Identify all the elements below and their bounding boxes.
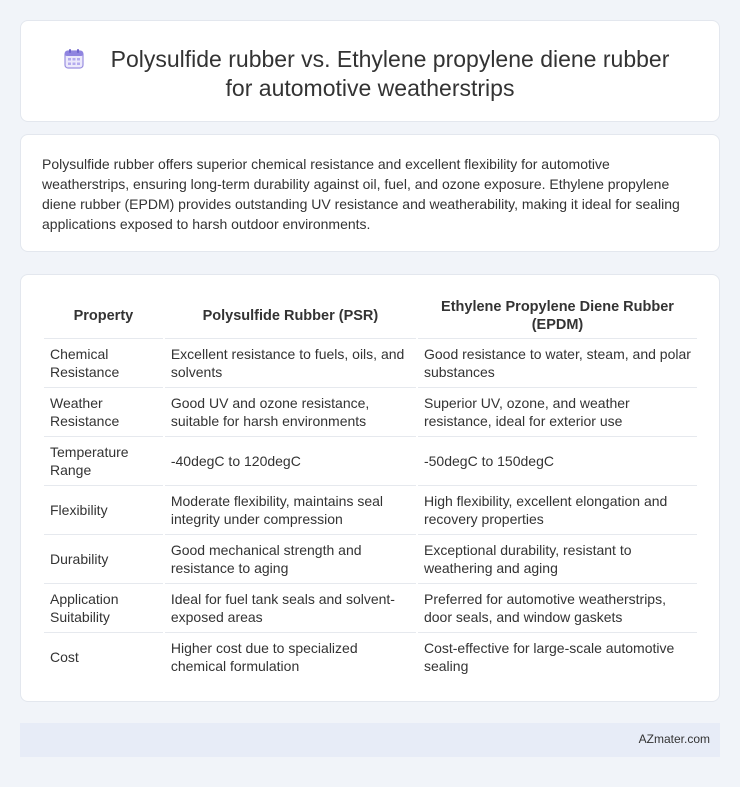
- row-epdm: Superior UV, ozone, and weather resistance, ideal for exterior use: [418, 387, 697, 436]
- header-property: Property: [73, 308, 134, 324]
- header-psr: Polysulfide Rubber (PSR): [202, 308, 379, 324]
- row-psr: -40degC to 120degC: [165, 436, 416, 485]
- title-card: [20, 20, 720, 122]
- row-psr: Good mechanical strength and resistance to aging: [165, 534, 416, 583]
- row-property: Temperature Range: [44, 436, 163, 485]
- row-epdm: -50degC to 150degC: [418, 436, 697, 485]
- table-row: [44, 485, 697, 534]
- title-line-1: Polysulfide rubber vs. Ethylene propylene diene rubber: [110, 46, 670, 72]
- row-psr: Higher cost due to specialized chemical formulation: [165, 632, 416, 681]
- row-epdm: Preferred for automotive weatherstrips, door seals, and window gaskets: [418, 583, 697, 632]
- row-psr: Ideal for fuel tank seals and solvent-exposed areas: [165, 583, 416, 632]
- row-epdm: High flexibility, excellent elongation and recovery properties: [418, 485, 697, 534]
- row-property: Durability: [44, 534, 163, 583]
- comparison-table: [42, 294, 699, 681]
- table-row: [44, 583, 697, 632]
- table-row: [44, 436, 697, 485]
- row-epdm: Exceptional durability, resistant to weathering and aging: [418, 534, 697, 583]
- row-property: Flexibility: [44, 485, 163, 534]
- row-psr: Moderate flexibility, maintains seal integrity under compression: [165, 485, 416, 534]
- table-header-row: [44, 294, 697, 338]
- row-psr: Good UV and ozone resistance, suitable for harsh environments: [165, 387, 416, 436]
- table-row: [44, 632, 697, 681]
- row-psr: Excellent resistance to fuels, oils, and solvents: [165, 338, 416, 387]
- table-row: [44, 534, 697, 583]
- title-line-2: for automotive weatherstrips: [225, 75, 515, 101]
- row-property: Weather Resistance: [44, 387, 163, 436]
- header-epdm: Ethylene Propylene Diene Rubber (EPDM): [441, 299, 674, 333]
- row-epdm: Cost-effective for large-scale automotive sealing: [418, 632, 697, 681]
- page-title: [21, 45, 719, 103]
- summary-text: Polysulfide rubber offers superior chemical resistance and excellent flexibility for automotive weatherstrips, ensuring long-term durability against oil, fuel, and ozone exposure. Ethylene propylene diene rubber (EPDM) provides outstanding UV resistance and weatherability, making it ideal for sealing applications exposed to harsh outdoor environments.: [42, 156, 680, 232]
- row-epdm: Good resistance to water, steam, and polar substances: [418, 338, 697, 387]
- row-property: Cost: [44, 632, 163, 681]
- row-property: Chemical Resistance: [44, 338, 163, 387]
- table-row: [44, 338, 697, 387]
- footer-bar: [20, 723, 720, 757]
- footer-brand[interactable]: AZmater.com: [638, 732, 710, 746]
- row-property: Application Suitability: [44, 583, 163, 632]
- summary-card: [20, 134, 720, 252]
- table-row: [44, 387, 697, 436]
- comparison-table-card: [20, 274, 720, 702]
